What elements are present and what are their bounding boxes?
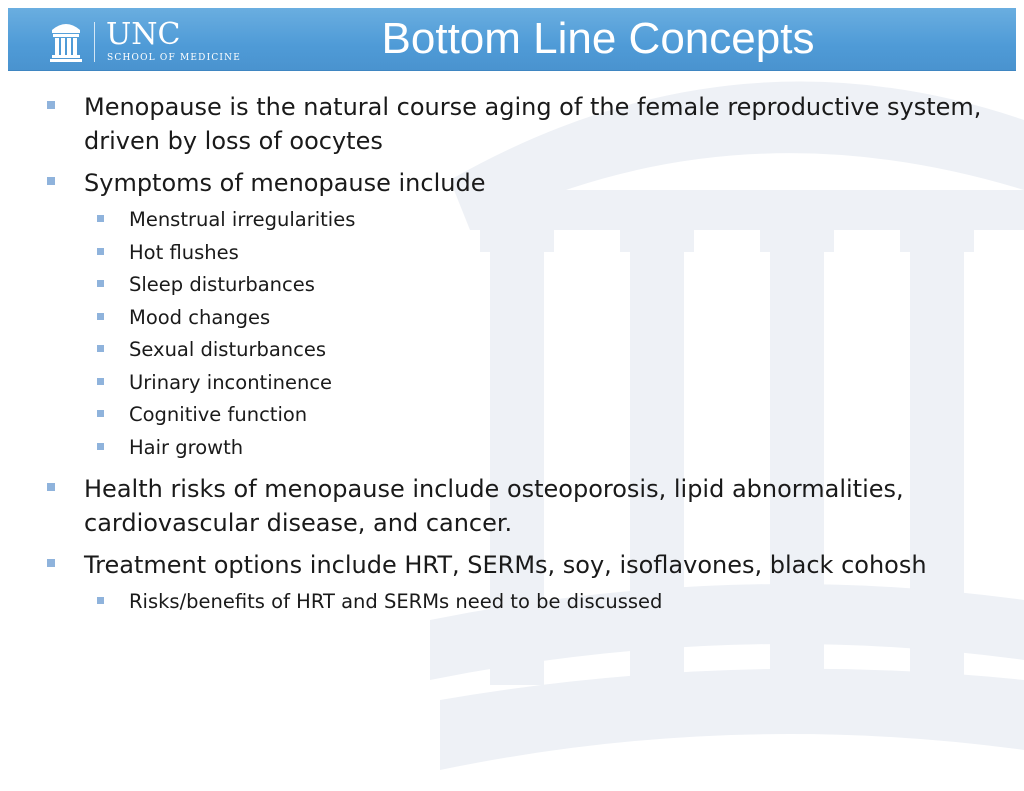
bullet-item — [44, 166, 984, 464]
slide-title: Bottom Line Concepts — [381, 14, 815, 63]
sub-bullet-square-icon — [97, 280, 104, 287]
sub-bullet-item — [84, 302, 984, 335]
sub-bullet-item — [84, 367, 984, 400]
sub-bullet-item — [84, 399, 984, 432]
sub-bullet-square-icon — [97, 248, 104, 255]
bullet-item — [44, 90, 984, 158]
bullet-item — [44, 548, 984, 619]
logo-subtitle: SCHOOL OF MEDICINE — [107, 53, 242, 63]
sub-bullet-text: Hair growth — [129, 435, 244, 459]
bullet-square-icon — [47, 483, 55, 491]
bullet-list — [44, 90, 984, 619]
sub-bullet-item — [84, 586, 984, 619]
sub-bullet-text: Urinary incontinence — [129, 370, 333, 394]
sub-bullet-square-icon — [97, 410, 104, 417]
sub-bullet-text: Sleep disturbances — [129, 273, 315, 296]
sub-bullet-text: Mood changes — [129, 305, 271, 329]
sub-bullet-item — [84, 237, 984, 270]
sub-bullet-square-icon — [97, 443, 104, 450]
sub-bullet-square-icon — [97, 215, 104, 222]
old-well-icon — [50, 18, 82, 62]
bullet-text: Health risks of menopause include osteoporosis, lipid abnormalities, cardiovascular disease, and cancer. — [84, 475, 904, 537]
sub-bullet-item — [84, 432, 984, 465]
sub-bullet-text: Hot flushes — [129, 240, 239, 264]
sub-bullet-item — [84, 269, 984, 302]
sub-bullet-square-icon — [97, 313, 104, 320]
bullet-square-icon — [47, 559, 55, 567]
sub-bullet-text: Sexual disturbances — [129, 338, 327, 361]
sub-bullet-square-icon — [97, 597, 104, 604]
sub-bullet-list — [84, 204, 984, 464]
sub-bullet-item — [84, 334, 984, 367]
bullet-square-icon — [47, 177, 55, 185]
sub-bullet-text: Cognitive function — [129, 403, 308, 426]
unc-logo — [50, 18, 250, 66]
bullet-text: Symptoms of menopause include — [84, 169, 486, 197]
bullet-square-icon — [47, 101, 55, 109]
logo-wordmark: UNC — [106, 17, 181, 52]
slide-header — [8, 8, 1016, 71]
sub-bullet-item — [84, 204, 984, 237]
sub-bullet-text: Menstrual irregularities — [129, 208, 356, 231]
bullet-text: Menopause is the natural course aging of the female reproductive system, driven by loss of oocytes — [84, 93, 982, 155]
sub-bullet-text: Risks/benefits of HRT and SERMs need to be discussed — [129, 590, 663, 613]
sub-bullet-square-icon — [97, 378, 104, 385]
bullet-item — [44, 472, 984, 540]
sub-bullet-list — [84, 586, 984, 619]
logo-divider — [94, 22, 95, 62]
sub-bullet-square-icon — [97, 345, 104, 352]
bullet-text: Treatment options include HRT, SERMs, soy, isoflavones, black cohosh — [84, 551, 927, 579]
slide-content — [44, 90, 984, 627]
